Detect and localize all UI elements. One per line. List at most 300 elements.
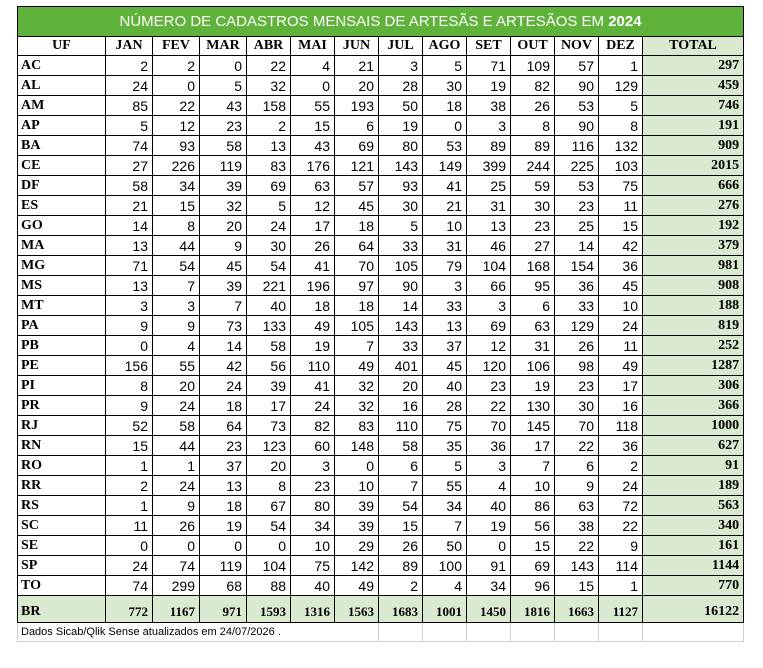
value-cell: 22 — [153, 96, 200, 116]
value-cell: 46 — [467, 236, 511, 256]
uf-cell: RO — [18, 456, 106, 476]
value-cell: 193 — [335, 96, 379, 116]
value-cell: 33 — [555, 296, 599, 316]
value-cell: 37 — [423, 336, 467, 356]
value-cell: 85 — [106, 96, 153, 116]
value-cell: 70 — [467, 416, 511, 436]
value-cell: 20 — [247, 456, 291, 476]
value-cell: 44 — [153, 236, 200, 256]
value-cell: 8 — [599, 116, 643, 136]
table-row — [18, 496, 744, 516]
value-cell: 73 — [200, 316, 247, 336]
uf-cell: RR — [18, 476, 106, 496]
value-cell: 1 — [599, 56, 643, 76]
value-cell: 16 — [599, 396, 643, 416]
value-cell: 142 — [335, 556, 379, 576]
value-cell: 3 — [106, 296, 153, 316]
uf-cell: PE — [18, 356, 106, 376]
value-cell: 9 — [153, 496, 200, 516]
value-cell: 55 — [291, 96, 335, 116]
value-cell: 91 — [467, 556, 511, 576]
total-cell: 188 — [643, 296, 744, 316]
value-cell: 63 — [555, 496, 599, 516]
value-cell: 154 — [555, 256, 599, 276]
value-cell: 0 — [291, 76, 335, 96]
table-row — [18, 156, 744, 176]
value-cell: 109 — [511, 56, 555, 76]
value-cell: 15 — [379, 516, 423, 536]
summary-uf-cell: BR — [18, 596, 106, 623]
value-cell: 5 — [247, 196, 291, 216]
value-cell: 8 — [106, 376, 153, 396]
value-cell: 20 — [153, 376, 200, 396]
value-cell: 53 — [555, 176, 599, 196]
value-cell: 22 — [555, 536, 599, 556]
total-cell: 819 — [643, 316, 744, 336]
value-cell: 6 — [555, 456, 599, 476]
empty-cell — [599, 623, 643, 642]
value-cell: 0 — [153, 536, 200, 556]
total-cell: 666 — [643, 176, 744, 196]
table-title-year: 2024 — [608, 13, 642, 30]
total-cell: 192 — [643, 216, 744, 236]
uf-cell: AP — [18, 116, 106, 136]
value-cell: 71 — [106, 256, 153, 276]
value-cell: 14 — [555, 236, 599, 256]
value-cell: 19 — [511, 376, 555, 396]
value-cell: 39 — [335, 496, 379, 516]
value-cell: 4 — [467, 476, 511, 496]
value-cell: 58 — [379, 436, 423, 456]
total-cell: 191 — [643, 116, 744, 136]
value-cell: 2 — [379, 576, 423, 596]
table-row — [18, 396, 744, 416]
empty-cell — [467, 623, 511, 642]
table-title — [18, 7, 744, 37]
total-cell: 1000 — [643, 416, 744, 436]
value-cell: 24 — [200, 376, 247, 396]
value-cell: 17 — [247, 396, 291, 416]
value-cell: 75 — [599, 176, 643, 196]
value-cell: 72 — [599, 496, 643, 516]
table-row — [18, 416, 744, 436]
uf-cell: CE — [18, 156, 106, 176]
value-cell: 21 — [106, 196, 153, 216]
value-cell: 6 — [335, 116, 379, 136]
value-cell: 32 — [335, 376, 379, 396]
value-cell: 145 — [511, 416, 555, 436]
value-cell: 90 — [379, 276, 423, 296]
value-cell: 55 — [423, 476, 467, 496]
value-cell: 22 — [555, 436, 599, 456]
value-cell: 52 — [106, 416, 153, 436]
value-cell: 9 — [599, 536, 643, 556]
value-cell: 1 — [106, 456, 153, 476]
value-cell: 1 — [106, 496, 153, 516]
value-cell: 168 — [511, 256, 555, 276]
value-cell: 0 — [106, 336, 153, 356]
uf-cell: DF — [18, 176, 106, 196]
value-cell: 17 — [291, 216, 335, 236]
table-row — [18, 356, 744, 376]
total-cell: 306 — [643, 376, 744, 396]
value-cell: 13 — [467, 216, 511, 236]
value-cell: 0 — [153, 76, 200, 96]
value-cell: 39 — [200, 276, 247, 296]
value-cell: 3 — [291, 456, 335, 476]
value-cell: 69 — [511, 556, 555, 576]
value-cell: 15 — [555, 576, 599, 596]
value-cell: 8 — [153, 216, 200, 236]
value-cell: 89 — [511, 136, 555, 156]
total-cell: 379 — [643, 236, 744, 256]
value-cell: 104 — [467, 256, 511, 276]
value-cell: 74 — [106, 136, 153, 156]
value-cell: 10 — [511, 476, 555, 496]
value-cell: 41 — [291, 256, 335, 276]
value-cell: 121 — [335, 156, 379, 176]
value-cell: 56 — [511, 516, 555, 536]
uf-cell: SE — [18, 536, 106, 556]
value-cell: 30 — [423, 76, 467, 96]
value-cell: 100 — [423, 556, 467, 576]
value-cell: 129 — [599, 76, 643, 96]
value-cell: 95 — [511, 276, 555, 296]
value-cell: 0 — [106, 536, 153, 556]
value-cell: 10 — [291, 536, 335, 556]
value-cell: 41 — [291, 376, 335, 396]
summary-value-cell: 772 — [106, 596, 153, 623]
value-cell: 15 — [291, 116, 335, 136]
value-cell: 63 — [291, 176, 335, 196]
table-row — [18, 96, 744, 116]
value-cell: 28 — [423, 396, 467, 416]
value-cell: 73 — [247, 416, 291, 436]
total-cell: 91 — [643, 456, 744, 476]
value-cell: 10 — [423, 216, 467, 236]
value-cell: 22 — [599, 516, 643, 536]
value-cell: 43 — [291, 136, 335, 156]
value-cell: 11 — [106, 516, 153, 536]
table-row — [18, 436, 744, 456]
value-cell: 90 — [555, 116, 599, 136]
value-cell: 12 — [153, 116, 200, 136]
total-cell: 252 — [643, 336, 744, 356]
summary-value-cell: 1167 — [153, 596, 200, 623]
value-cell: 8 — [247, 476, 291, 496]
value-cell: 33 — [379, 236, 423, 256]
value-cell: 120 — [467, 356, 511, 376]
value-cell: 54 — [153, 256, 200, 276]
summary-total-cell: 16122 — [643, 596, 744, 623]
total-cell: 1287 — [643, 356, 744, 376]
value-cell: 7 — [335, 336, 379, 356]
value-cell: 221 — [247, 276, 291, 296]
value-cell: 15 — [153, 196, 200, 216]
value-cell: 132 — [599, 136, 643, 156]
total-cell: 770 — [643, 576, 744, 596]
column-header-5: MAI — [291, 37, 335, 56]
value-cell: 24 — [599, 316, 643, 336]
value-cell: 53 — [423, 136, 467, 156]
value-cell: 0 — [200, 536, 247, 556]
total-cell: 908 — [643, 276, 744, 296]
table-row — [18, 336, 744, 356]
value-cell: 3 — [467, 296, 511, 316]
value-cell: 71 — [467, 56, 511, 76]
summary-row — [18, 596, 744, 623]
value-cell: 32 — [247, 76, 291, 96]
value-cell: 49 — [291, 316, 335, 336]
empty-cell — [555, 623, 599, 642]
value-cell: 53 — [555, 96, 599, 116]
value-cell: 45 — [599, 276, 643, 296]
summary-value-cell: 1127 — [599, 596, 643, 623]
table-header-row — [18, 37, 744, 56]
value-cell: 10 — [599, 296, 643, 316]
value-cell: 22 — [467, 396, 511, 416]
summary-value-cell: 1663 — [555, 596, 599, 623]
value-cell: 23 — [200, 436, 247, 456]
value-cell: 44 — [153, 436, 200, 456]
value-cell: 4 — [423, 576, 467, 596]
total-cell: 297 — [643, 56, 744, 76]
summary-value-cell: 1593 — [247, 596, 291, 623]
value-cell: 105 — [379, 256, 423, 276]
value-cell: 0 — [247, 536, 291, 556]
value-cell: 57 — [335, 176, 379, 196]
value-cell: 43 — [200, 96, 247, 116]
table-row — [18, 316, 744, 336]
value-cell: 244 — [511, 156, 555, 176]
uf-cell: PB — [18, 336, 106, 356]
value-cell: 119 — [200, 556, 247, 576]
value-cell: 18 — [291, 296, 335, 316]
table-row — [18, 196, 744, 216]
value-cell: 0 — [423, 116, 467, 136]
value-cell: 21 — [335, 56, 379, 76]
empty-cell — [643, 623, 744, 642]
total-cell: 366 — [643, 396, 744, 416]
value-cell: 12 — [291, 196, 335, 216]
summary-value-cell: 971 — [200, 596, 247, 623]
value-cell: 3 — [467, 116, 511, 136]
value-cell: 41 — [423, 176, 467, 196]
value-cell: 14 — [200, 336, 247, 356]
value-cell: 28 — [379, 76, 423, 96]
value-cell: 3 — [153, 296, 200, 316]
value-cell: 4 — [153, 336, 200, 356]
value-cell: 45 — [335, 196, 379, 216]
uf-cell: MA — [18, 236, 106, 256]
value-cell: 5 — [423, 56, 467, 76]
value-cell: 2 — [106, 476, 153, 496]
value-cell: 96 — [511, 576, 555, 596]
value-cell: 64 — [200, 416, 247, 436]
value-cell: 35 — [423, 436, 467, 456]
value-cell: 110 — [379, 416, 423, 436]
value-cell: 74 — [106, 576, 153, 596]
value-cell: 24 — [599, 476, 643, 496]
table-row — [18, 276, 744, 296]
value-cell: 32 — [335, 396, 379, 416]
value-cell: 54 — [379, 496, 423, 516]
value-cell: 143 — [555, 556, 599, 576]
uf-cell: PI — [18, 376, 106, 396]
value-cell: 98 — [555, 356, 599, 376]
value-cell: 129 — [555, 316, 599, 336]
value-cell: 149 — [423, 156, 467, 176]
value-cell: 14 — [106, 216, 153, 236]
value-cell: 58 — [106, 176, 153, 196]
value-cell: 24 — [247, 216, 291, 236]
value-cell: 2 — [247, 116, 291, 136]
value-cell: 158 — [247, 96, 291, 116]
value-cell: 83 — [247, 156, 291, 176]
uf-cell: SP — [18, 556, 106, 576]
value-cell: 70 — [555, 416, 599, 436]
value-cell: 14 — [379, 296, 423, 316]
value-cell: 36 — [599, 436, 643, 456]
value-cell: 9 — [555, 476, 599, 496]
column-header-3: MAR — [200, 37, 247, 56]
value-cell: 7 — [511, 456, 555, 476]
value-cell: 75 — [291, 556, 335, 576]
column-header-2: FEV — [153, 37, 200, 56]
table-row — [18, 536, 744, 556]
value-cell: 116 — [555, 136, 599, 156]
column-header-9: SET — [467, 37, 511, 56]
value-cell: 29 — [335, 536, 379, 556]
value-cell: 18 — [200, 396, 247, 416]
value-cell: 97 — [335, 276, 379, 296]
value-cell: 6 — [379, 456, 423, 476]
value-cell: 58 — [247, 336, 291, 356]
value-cell: 0 — [335, 456, 379, 476]
value-cell: 36 — [599, 256, 643, 276]
table-row — [18, 476, 744, 496]
value-cell: 27 — [106, 156, 153, 176]
value-cell: 34 — [423, 496, 467, 516]
total-cell: 161 — [643, 536, 744, 556]
value-cell: 7 — [153, 276, 200, 296]
value-cell: 3 — [467, 456, 511, 476]
value-cell: 18 — [335, 296, 379, 316]
uf-cell: MG — [18, 256, 106, 276]
column-header-11: NOV — [555, 37, 599, 56]
value-cell: 49 — [335, 576, 379, 596]
summary-value-cell: 1001 — [423, 596, 467, 623]
table-row — [18, 296, 744, 316]
value-cell: 11 — [599, 336, 643, 356]
value-cell: 42 — [599, 236, 643, 256]
column-header-8: AGO — [423, 37, 467, 56]
value-cell: 69 — [247, 176, 291, 196]
value-cell: 49 — [599, 356, 643, 376]
value-cell: 15 — [599, 216, 643, 236]
value-cell: 19 — [200, 516, 247, 536]
value-cell: 130 — [511, 396, 555, 416]
value-cell: 23 — [555, 196, 599, 216]
value-cell: 40 — [247, 296, 291, 316]
value-cell: 13 — [200, 476, 247, 496]
value-cell: 64 — [335, 236, 379, 256]
value-cell: 89 — [379, 556, 423, 576]
value-cell: 60 — [291, 436, 335, 456]
value-cell: 3 — [379, 56, 423, 76]
column-header-6: JUN — [335, 37, 379, 56]
value-cell: 9 — [106, 396, 153, 416]
value-cell: 18 — [335, 216, 379, 236]
summary-value-cell: 1816 — [511, 596, 555, 623]
table-row — [18, 516, 744, 536]
value-cell: 30 — [247, 236, 291, 256]
value-cell: 24 — [153, 476, 200, 496]
value-cell: 58 — [153, 416, 200, 436]
value-cell: 38 — [467, 96, 511, 116]
value-cell: 57 — [555, 56, 599, 76]
value-cell: 83 — [335, 416, 379, 436]
value-cell: 9 — [153, 316, 200, 336]
table-title-row — [18, 7, 744, 37]
value-cell: 66 — [467, 276, 511, 296]
summary-value-cell: 1450 — [467, 596, 511, 623]
value-cell: 20 — [335, 76, 379, 96]
column-header-4: ABR — [247, 37, 291, 56]
value-cell: 42 — [200, 356, 247, 376]
value-cell: 89 — [467, 136, 511, 156]
value-cell: 70 — [335, 256, 379, 276]
total-cell: 340 — [643, 516, 744, 536]
table-row — [18, 256, 744, 276]
total-cell: 459 — [643, 76, 744, 96]
value-cell: 16 — [379, 396, 423, 416]
value-cell: 17 — [511, 436, 555, 456]
summary-value-cell: 1683 — [379, 596, 423, 623]
value-cell: 133 — [247, 316, 291, 336]
value-cell: 2 — [599, 456, 643, 476]
value-cell: 1 — [599, 576, 643, 596]
value-cell: 5 — [200, 76, 247, 96]
value-cell: 63 — [511, 316, 555, 336]
footnote-row — [18, 623, 744, 642]
value-cell: 24 — [153, 396, 200, 416]
table-row — [18, 236, 744, 256]
value-cell: 34 — [153, 176, 200, 196]
value-cell: 13 — [106, 236, 153, 256]
value-cell: 45 — [200, 256, 247, 276]
value-cell: 24 — [291, 396, 335, 416]
value-cell: 55 — [153, 356, 200, 376]
value-cell: 30 — [555, 396, 599, 416]
value-cell: 123 — [247, 436, 291, 456]
value-cell: 88 — [247, 576, 291, 596]
table-row — [18, 576, 744, 596]
value-cell: 80 — [291, 496, 335, 516]
value-cell: 36 — [467, 436, 511, 456]
empty-cell — [511, 623, 555, 642]
value-cell: 17 — [599, 376, 643, 396]
value-cell: 31 — [467, 196, 511, 216]
value-cell: 156 — [106, 356, 153, 376]
value-cell: 23 — [467, 376, 511, 396]
uf-cell: GO — [18, 216, 106, 236]
uf-cell: PA — [18, 316, 106, 336]
value-cell: 26 — [555, 336, 599, 356]
uf-cell: SC — [18, 516, 106, 536]
uf-cell: PR — [18, 396, 106, 416]
value-cell: 5 — [423, 456, 467, 476]
